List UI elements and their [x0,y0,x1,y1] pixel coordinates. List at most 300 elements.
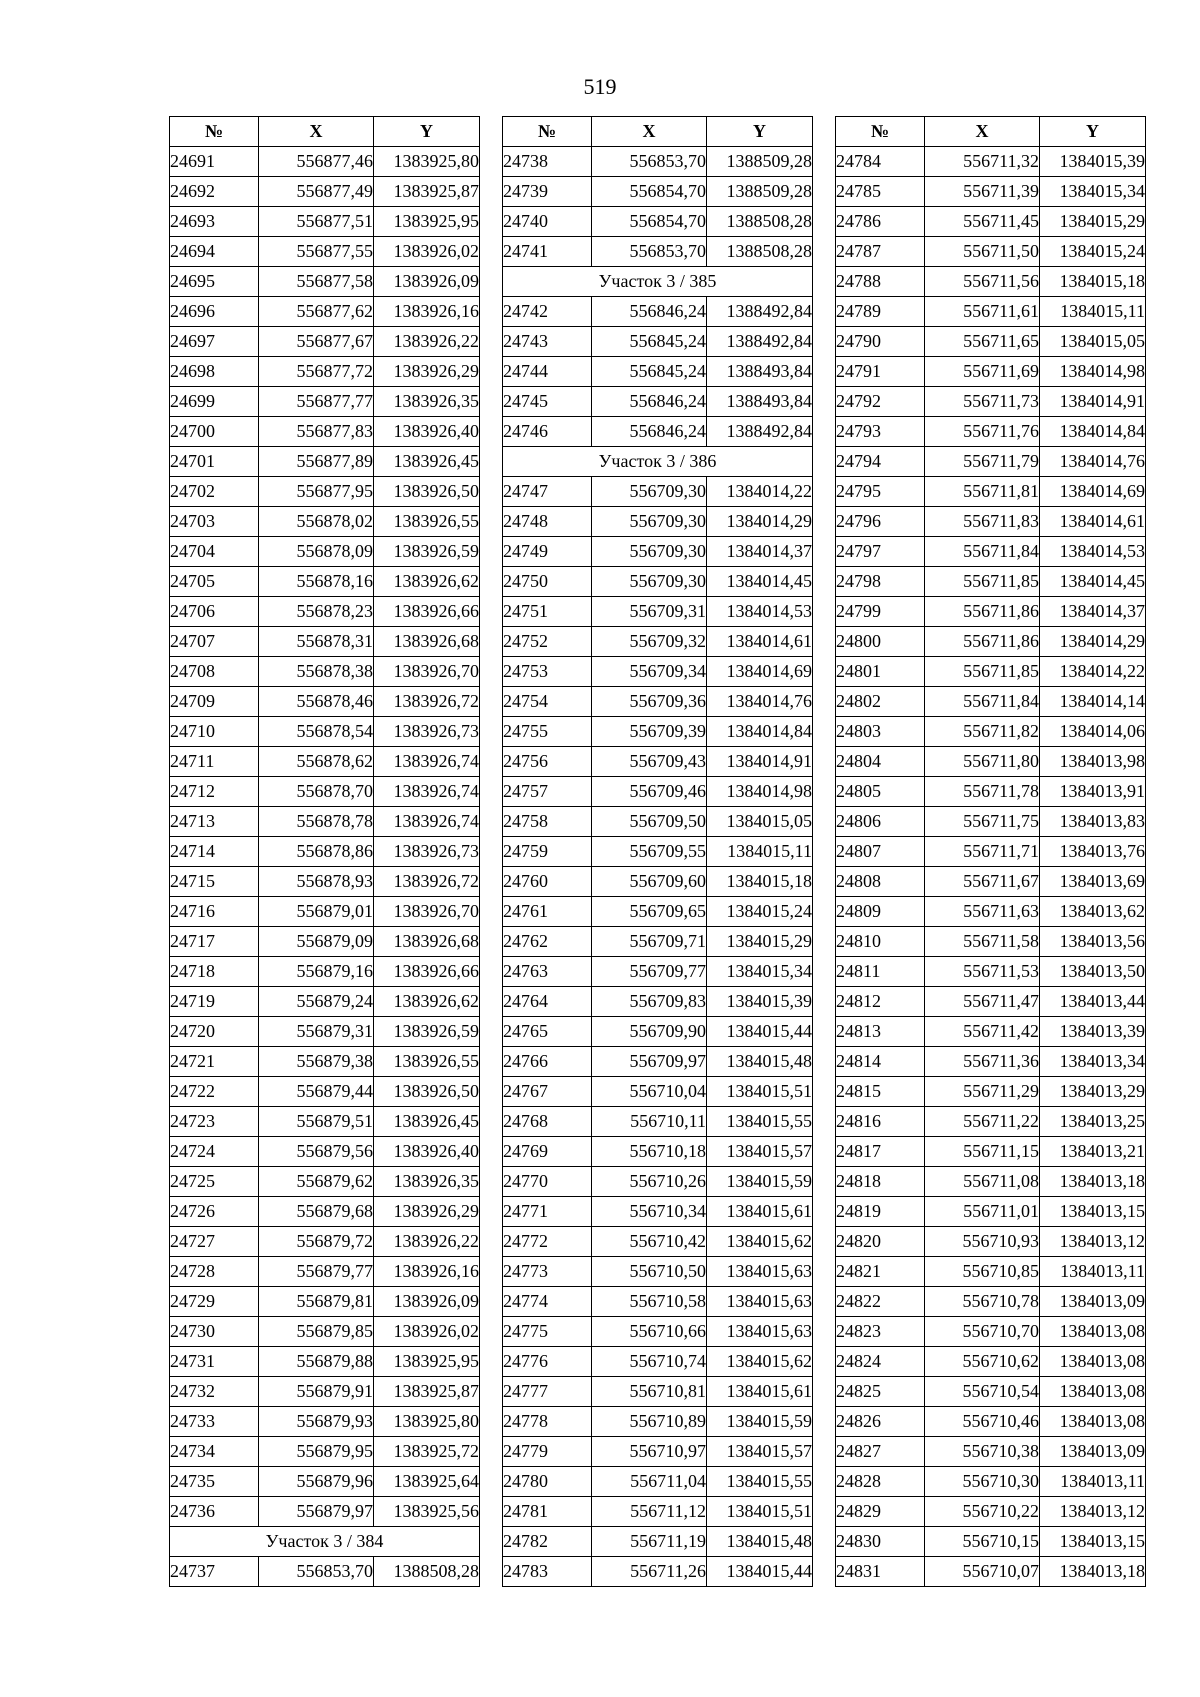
table-row [170,447,480,477]
section-title: Участок 3 / 386 [503,447,813,477]
point-number-cell: 24716 [170,897,259,927]
table-row [503,1527,813,1557]
y-coordinate-cell: 1384014,53 [707,597,813,627]
x-coordinate-cell: 556877,83 [259,417,374,447]
table-row [836,1287,1146,1317]
x-coordinate-cell: 556877,58 [259,267,374,297]
table-row [170,1557,480,1587]
x-coordinate-cell: 556879,44 [259,1077,374,1107]
header-number: № [170,117,259,147]
y-coordinate-cell: 1384014,22 [707,477,813,507]
table-row [836,297,1146,327]
table-row [836,687,1146,717]
y-coordinate-cell: 1384013,91 [1040,777,1146,807]
y-coordinate-cell: 1384015,05 [707,807,813,837]
x-coordinate-cell: 556878,93 [259,867,374,897]
x-coordinate-cell: 556853,70 [592,237,707,267]
x-coordinate-cell: 556879,09 [259,927,374,957]
point-number-cell: 24726 [170,1197,259,1227]
y-coordinate-cell: 1384014,29 [707,507,813,537]
y-coordinate-cell: 1384013,11 [1040,1467,1146,1497]
y-coordinate-cell: 1384014,69 [1040,477,1146,507]
point-number-cell: 24712 [170,777,259,807]
point-number-cell: 24805 [836,777,925,807]
table-header-row [170,117,480,147]
table-row [836,267,1146,297]
y-coordinate-cell: 1384013,09 [1040,1437,1146,1467]
point-number-cell: 24701 [170,447,259,477]
table-row [170,1317,480,1347]
y-coordinate-cell: 1383925,80 [374,147,480,177]
y-coordinate-cell: 1384015,18 [707,867,813,897]
point-number-cell: 24766 [503,1047,592,1077]
point-number-cell: 24751 [503,597,592,627]
x-coordinate-cell: 556711,32 [925,147,1040,177]
table-row [503,897,813,927]
y-coordinate-cell: 1384015,57 [707,1437,813,1467]
y-coordinate-cell: 1383926,74 [374,777,480,807]
x-coordinate-cell: 556710,07 [925,1557,1040,1587]
x-coordinate-cell: 556711,12 [592,1497,707,1527]
y-coordinate-cell: 1383925,72 [374,1437,480,1467]
x-coordinate-cell: 556709,36 [592,687,707,717]
x-coordinate-cell: 556711,29 [925,1077,1040,1107]
x-coordinate-cell: 556711,42 [925,1017,1040,1047]
point-number-cell: 24713 [170,807,259,837]
point-number-cell: 24774 [503,1287,592,1317]
table-row [836,657,1146,687]
x-coordinate-cell: 556709,90 [592,1017,707,1047]
y-coordinate-cell: 1384013,76 [1040,837,1146,867]
point-number-cell: 24694 [170,237,259,267]
point-number-cell: 24691 [170,147,259,177]
point-number-cell: 24733 [170,1407,259,1437]
x-coordinate-cell: 556711,01 [925,1197,1040,1227]
table-header-row [836,117,1146,147]
y-coordinate-cell: 1384014,45 [707,567,813,597]
point-number-cell: 24820 [836,1227,925,1257]
table-row [836,237,1146,267]
table-row [503,297,813,327]
table-row [170,477,480,507]
y-coordinate-cell: 1384015,62 [707,1227,813,1257]
x-coordinate-cell: 556710,50 [592,1257,707,1287]
y-coordinate-cell: 1384015,44 [707,1017,813,1047]
table-row [836,1437,1146,1467]
y-coordinate-cell: 1383926,62 [374,987,480,1017]
x-coordinate-cell: 556846,24 [592,297,707,327]
x-coordinate-cell: 556879,91 [259,1377,374,1407]
point-number-cell: 24704 [170,537,259,567]
y-coordinate-cell: 1383926,55 [374,507,480,537]
x-coordinate-cell: 556710,46 [925,1407,1040,1437]
table-row [503,237,813,267]
x-coordinate-cell: 556711,85 [925,567,1040,597]
point-number-cell: 24785 [836,177,925,207]
y-coordinate-cell: 1383925,95 [374,1347,480,1377]
x-coordinate-cell: 556711,63 [925,897,1040,927]
y-coordinate-cell: 1388508,28 [374,1557,480,1587]
table-row [836,447,1146,477]
y-coordinate-cell: 1384013,11 [1040,1257,1146,1287]
point-number-cell: 24799 [836,597,925,627]
table-row [503,1347,813,1377]
x-coordinate-cell: 556711,19 [592,1527,707,1557]
point-number-cell: 24775 [503,1317,592,1347]
point-number-cell: 24747 [503,477,592,507]
table-row [836,1407,1146,1437]
point-number-cell: 24784 [836,147,925,177]
point-number-cell: 24727 [170,1227,259,1257]
x-coordinate-cell: 556711,69 [925,357,1040,387]
table-row [503,1257,813,1287]
table-row [836,507,1146,537]
point-number-cell: 24804 [836,747,925,777]
x-coordinate-cell: 556878,86 [259,837,374,867]
table-row [836,1527,1146,1557]
point-number-cell: 24750 [503,567,592,597]
table-row [170,657,480,687]
y-coordinate-cell: 1384015,55 [707,1107,813,1137]
point-number-cell: 24745 [503,387,592,417]
point-number-cell: 24740 [503,207,592,237]
y-coordinate-cell: 1383926,16 [374,1257,480,1287]
x-coordinate-cell: 556711,82 [925,717,1040,747]
y-coordinate-cell: 1384015,61 [707,1377,813,1407]
table-row [170,627,480,657]
x-coordinate-cell: 556879,96 [259,1467,374,1497]
point-number-cell: 24724 [170,1137,259,1167]
table-row [836,1317,1146,1347]
y-coordinate-cell: 1384015,63 [707,1317,813,1347]
x-coordinate-cell: 556879,68 [259,1197,374,1227]
table-row [503,1407,813,1437]
table-row [836,777,1146,807]
point-number-cell: 24729 [170,1287,259,1317]
point-number-cell: 24787 [836,237,925,267]
point-number-cell: 24703 [170,507,259,537]
point-number-cell: 24797 [836,537,925,567]
table-row [170,567,480,597]
y-coordinate-cell: 1384014,84 [707,717,813,747]
table-row [836,1347,1146,1377]
table-row [503,927,813,957]
y-coordinate-cell: 1384015,55 [707,1467,813,1497]
point-number-cell: 24779 [503,1437,592,1467]
y-coordinate-cell: 1384015,62 [707,1347,813,1377]
y-coordinate-cell: 1384015,57 [707,1137,813,1167]
table-row [170,867,480,897]
point-number-cell: 24806 [836,807,925,837]
point-number-cell: 24752 [503,627,592,657]
x-coordinate-cell: 556879,16 [259,957,374,987]
point-number-cell: 24753 [503,657,592,687]
x-coordinate-cell: 556878,23 [259,597,374,627]
point-number-cell: 24739 [503,177,592,207]
table-row [170,327,480,357]
point-number-cell: 24793 [836,417,925,447]
x-coordinate-cell: 556711,83 [925,507,1040,537]
x-coordinate-cell: 556711,45 [925,207,1040,237]
table-row [836,987,1146,1017]
table-header-row [503,117,813,147]
x-coordinate-cell: 556711,67 [925,867,1040,897]
header-number: № [836,117,925,147]
table-row [503,717,813,747]
point-number-cell: 24809 [836,897,925,927]
x-coordinate-cell: 556877,89 [259,447,374,477]
header-y: Y [1040,117,1146,147]
point-number-cell: 24816 [836,1107,925,1137]
y-coordinate-cell: 1384013,08 [1040,1377,1146,1407]
table-row [836,627,1146,657]
y-coordinate-cell: 1384014,98 [707,777,813,807]
point-number-cell: 24741 [503,237,592,267]
point-number-cell: 24767 [503,1077,592,1107]
y-coordinate-cell: 1384013,25 [1040,1107,1146,1137]
point-number-cell: 24788 [836,267,925,297]
y-coordinate-cell: 1383926,68 [374,627,480,657]
y-coordinate-cell: 1383926,09 [374,1287,480,1317]
point-number-cell: 24718 [170,957,259,987]
y-coordinate-cell: 1384015,61 [707,1197,813,1227]
header-y: Y [707,117,813,147]
table-row [503,1017,813,1047]
point-number-cell: 24789 [836,297,925,327]
table-row [170,1077,480,1107]
y-coordinate-cell: 1384015,11 [1040,297,1146,327]
x-coordinate-cell: 556879,77 [259,1257,374,1287]
point-number-cell: 24722 [170,1077,259,1107]
point-number-cell: 24754 [503,687,592,717]
y-coordinate-cell: 1384015,48 [707,1047,813,1077]
table-row [170,267,480,297]
point-number-cell: 24777 [503,1377,592,1407]
point-number-cell: 24813 [836,1017,925,1047]
table-row [170,927,480,957]
table-row [836,1467,1146,1497]
point-number-cell: 24714 [170,837,259,867]
y-coordinate-cell: 1384014,69 [707,657,813,687]
y-coordinate-cell: 1384013,69 [1040,867,1146,897]
x-coordinate-cell: 556709,30 [592,537,707,567]
y-coordinate-cell: 1388508,28 [707,207,813,237]
table-row [503,567,813,597]
y-coordinate-cell: 1384015,51 [707,1077,813,1107]
x-coordinate-cell: 556709,46 [592,777,707,807]
x-coordinate-cell: 556877,55 [259,237,374,267]
y-coordinate-cell: 1384015,48 [707,1527,813,1557]
point-number-cell: 24710 [170,717,259,747]
table-row [170,897,480,927]
x-coordinate-cell: 556878,02 [259,507,374,537]
x-coordinate-cell: 556709,39 [592,717,707,747]
table-row [170,777,480,807]
point-number-cell: 24734 [170,1437,259,1467]
table-row [170,807,480,837]
x-coordinate-cell: 556711,58 [925,927,1040,957]
point-number-cell: 24808 [836,867,925,897]
coordinates-table-3 [835,116,1146,1587]
point-number-cell: 24705 [170,567,259,597]
y-coordinate-cell: 1383926,59 [374,1017,480,1047]
x-coordinate-cell: 556878,31 [259,627,374,657]
y-coordinate-cell: 1388508,28 [707,237,813,267]
x-coordinate-cell: 556877,67 [259,327,374,357]
x-coordinate-cell: 556710,74 [592,1347,707,1377]
table-row [836,177,1146,207]
table-row [170,417,480,447]
point-number-cell: 24794 [836,447,925,477]
y-coordinate-cell: 1384015,39 [1040,147,1146,177]
x-coordinate-cell: 556709,31 [592,597,707,627]
y-coordinate-cell: 1383926,29 [374,1197,480,1227]
x-coordinate-cell: 556710,97 [592,1437,707,1467]
x-coordinate-cell: 556709,32 [592,627,707,657]
y-coordinate-cell: 1383926,66 [374,597,480,627]
y-coordinate-cell: 1383926,22 [374,327,480,357]
table-row [170,1287,480,1317]
x-coordinate-cell: 556711,56 [925,267,1040,297]
x-coordinate-cell: 556879,88 [259,1347,374,1377]
x-coordinate-cell: 556709,71 [592,927,707,957]
table-row [503,1287,813,1317]
y-coordinate-cell: 1383925,64 [374,1467,480,1497]
y-coordinate-cell: 1388493,84 [707,357,813,387]
y-coordinate-cell: 1383926,55 [374,1047,480,1077]
section-row [503,267,813,297]
y-coordinate-cell: 1384015,29 [707,927,813,957]
y-coordinate-cell: 1384013,50 [1040,957,1146,987]
table-row [836,567,1146,597]
x-coordinate-cell: 556878,09 [259,537,374,567]
point-number-cell: 24811 [836,957,925,987]
y-coordinate-cell: 1383926,70 [374,897,480,927]
point-number-cell: 24828 [836,1467,925,1497]
x-coordinate-cell: 556710,38 [925,1437,1040,1467]
x-coordinate-cell: 556879,01 [259,897,374,927]
y-coordinate-cell: 1383926,40 [374,1137,480,1167]
point-number-cell: 24814 [836,1047,925,1077]
table-row [170,1137,480,1167]
table-row [503,147,813,177]
section-row [503,447,813,477]
table-row [503,357,813,387]
y-coordinate-cell: 1384013,12 [1040,1227,1146,1257]
y-coordinate-cell: 1384013,39 [1040,1017,1146,1047]
x-coordinate-cell: 556711,85 [925,657,1040,687]
y-coordinate-cell: 1383926,66 [374,957,480,987]
x-coordinate-cell: 556878,38 [259,657,374,687]
point-number-cell: 24818 [836,1167,925,1197]
point-number-cell: 24790 [836,327,925,357]
point-number-cell: 24786 [836,207,925,237]
table-row [836,927,1146,957]
y-coordinate-cell: 1384015,34 [707,957,813,987]
point-number-cell: 24760 [503,867,592,897]
page-number: 519 [583,74,617,99]
x-coordinate-cell: 556711,76 [925,417,1040,447]
table-row [836,207,1146,237]
point-number-cell: 24732 [170,1377,259,1407]
y-coordinate-cell: 1384015,59 [707,1167,813,1197]
x-coordinate-cell: 556710,26 [592,1167,707,1197]
header-x: X [259,117,374,147]
x-coordinate-cell: 556845,24 [592,357,707,387]
table-row [170,1017,480,1047]
coordinates-table-1 [169,116,480,1587]
point-number-cell: 24728 [170,1257,259,1287]
header-number: № [503,117,592,147]
x-coordinate-cell: 556846,24 [592,387,707,417]
y-coordinate-cell: 1383926,02 [374,1317,480,1347]
x-coordinate-cell: 556854,70 [592,207,707,237]
x-coordinate-cell: 556709,34 [592,657,707,687]
table-row [836,717,1146,747]
x-coordinate-cell: 556877,72 [259,357,374,387]
x-coordinate-cell: 556879,51 [259,1107,374,1137]
table-row [170,147,480,177]
point-number-cell: 24773 [503,1257,592,1287]
x-coordinate-cell: 556710,93 [925,1227,1040,1257]
x-coordinate-cell: 556710,18 [592,1137,707,1167]
x-coordinate-cell: 556710,66 [592,1317,707,1347]
point-number-cell: 24800 [836,627,925,657]
x-coordinate-cell: 556711,78 [925,777,1040,807]
table-row [836,1107,1146,1137]
y-coordinate-cell: 1384014,61 [1040,507,1146,537]
x-coordinate-cell: 556853,70 [259,1557,374,1587]
x-coordinate-cell: 556710,04 [592,1077,707,1107]
y-coordinate-cell: 1384013,62 [1040,897,1146,927]
table-row [836,897,1146,927]
table-row [170,1497,480,1527]
point-number-cell: 24698 [170,357,259,387]
y-coordinate-cell: 1383926,72 [374,867,480,897]
point-number-cell: 24719 [170,987,259,1017]
point-number-cell: 24720 [170,1017,259,1047]
table-row [836,1497,1146,1527]
y-coordinate-cell: 1384013,21 [1040,1137,1146,1167]
section-title: Участок 3 / 385 [503,267,813,297]
y-coordinate-cell: 1384014,22 [1040,657,1146,687]
x-coordinate-cell: 556711,53 [925,957,1040,987]
coordinates-table-2 [502,116,813,1587]
x-coordinate-cell: 556709,43 [592,747,707,777]
y-coordinate-cell: 1384014,37 [707,537,813,567]
table-row [836,1197,1146,1227]
y-coordinate-cell: 1384013,08 [1040,1317,1146,1347]
table-row [170,1197,480,1227]
x-coordinate-cell: 556879,85 [259,1317,374,1347]
table-row [503,867,813,897]
x-coordinate-cell: 556854,70 [592,177,707,207]
x-coordinate-cell: 556878,46 [259,687,374,717]
table-row [836,327,1146,357]
table-row [503,987,813,1017]
table-row [503,657,813,687]
x-coordinate-cell: 556877,46 [259,147,374,177]
point-number-cell: 24807 [836,837,925,867]
y-coordinate-cell: 1384015,59 [707,1407,813,1437]
y-coordinate-cell: 1383926,35 [374,1167,480,1197]
x-coordinate-cell: 556711,79 [925,447,1040,477]
point-number-cell: 24768 [503,1107,592,1137]
table-row [170,1047,480,1077]
table-row [836,807,1146,837]
y-coordinate-cell: 1383926,73 [374,717,480,747]
x-coordinate-cell: 556710,15 [925,1527,1040,1557]
